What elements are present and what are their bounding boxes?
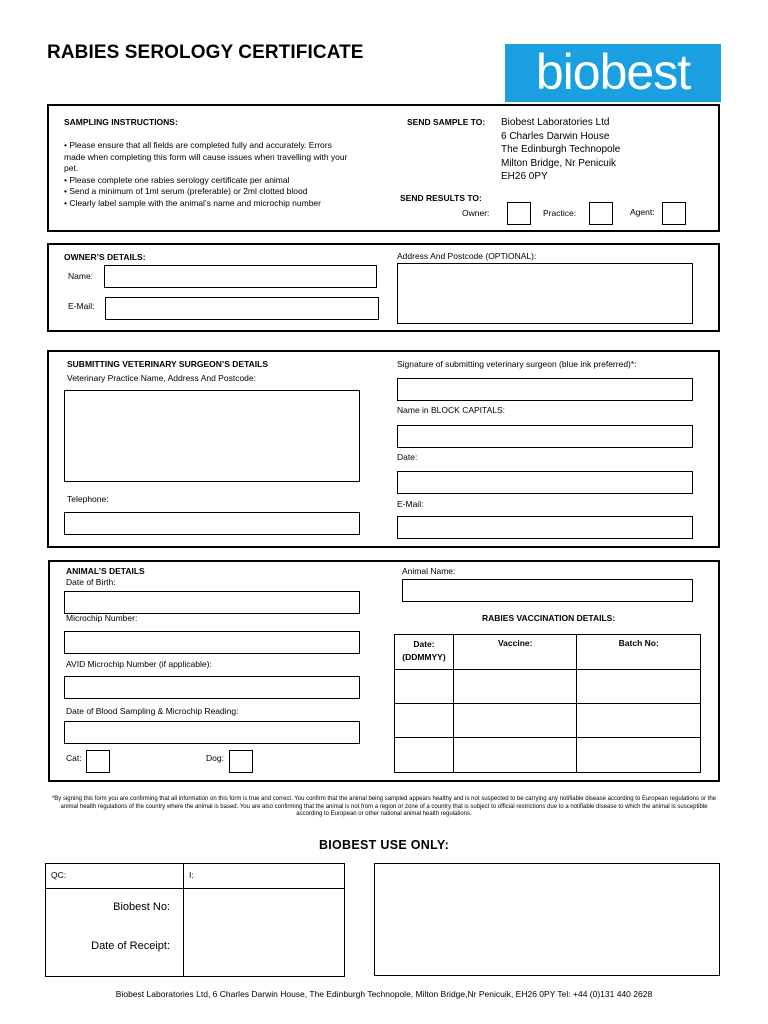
address-line: EH26 0PY xyxy=(501,171,548,182)
qc-cell[interactable] xyxy=(46,864,184,889)
cat-label: Cat: xyxy=(66,753,82,763)
vaccination-heading: RABIES VACCINATION DETAILS: xyxy=(482,613,616,623)
vet-telephone-label: Telephone: xyxy=(67,494,109,504)
instruction-item: • Please complete one rabies serology certificate per animal xyxy=(64,174,290,185)
vet-signature-field[interactable] xyxy=(397,378,693,401)
address-line: The Edinburgh Technopole xyxy=(501,144,621,155)
owner-results-checkbox[interactable] xyxy=(507,202,531,225)
table-header-row xyxy=(395,635,701,670)
owner-address-label: Address And Postcode (OPTIONAL): xyxy=(397,251,537,261)
vaccination-table xyxy=(394,634,701,773)
dog-label: Dog: xyxy=(206,753,224,763)
column-header: Date: (DDMMYY) xyxy=(395,635,454,670)
animal-name-field[interactable] xyxy=(402,579,693,602)
i-cell[interactable] xyxy=(184,864,345,889)
biobest-logo: biobest xyxy=(505,44,721,102)
qc-label: QC: xyxy=(51,870,67,880)
vet-name-label: Name in BLOCK CAPITALS: xyxy=(397,405,506,415)
i-label: I: xyxy=(189,870,194,880)
instruction-item: • Please ensure that all fields are completed fully and accurately. Errors made when completing this form will cause issues when travelling with your pet. xyxy=(64,140,348,174)
agent-results-checkbox[interactable] xyxy=(662,202,686,225)
address-line: Milton Bridge, Nr Penicuik xyxy=(501,157,617,169)
vaccination-date-cell[interactable] xyxy=(395,738,454,773)
owner-name-label: Name: xyxy=(68,271,94,281)
vet-name-field[interactable] xyxy=(397,425,693,448)
instruction-item: • Clearly label sample with the animal’s name and microchip number xyxy=(64,197,321,208)
owner-email-field[interactable] xyxy=(105,297,379,320)
vet-signature-label: Signature of submitting veterinary surgeon (blue ink preferred)*: xyxy=(397,359,637,369)
dob-field[interactable] xyxy=(64,591,360,614)
animal-heading: ANIMAL’S DETAILS xyxy=(66,566,145,576)
owner-email-label: E-Mail: xyxy=(68,301,95,311)
table-row xyxy=(395,670,701,704)
use-only-heading: BIOBEST USE ONLY: xyxy=(318,838,450,852)
biobest-no-label: Biobest No: xyxy=(113,901,170,913)
footer-address: Biobest Laboratories Ltd, 6 Charles Darwin House, The Edinburgh Technopole, Milton Bridge,Nr Penicuik, EH26 0PY Tel: +44 (0)131 440 2628 xyxy=(115,989,653,999)
send-sample-heading: SEND SAMPLE TO: xyxy=(407,117,486,127)
labels-cell xyxy=(46,889,184,977)
vet-email-field[interactable] xyxy=(397,516,693,539)
use-only-table xyxy=(45,863,345,977)
column-header: Vaccine: xyxy=(453,635,577,670)
microchip-label: Microchip Number: xyxy=(66,613,138,623)
vet-email-label: E-Mail: xyxy=(397,499,424,509)
vet-practice-label: Veterinary Practice Name, Address And Postcode: xyxy=(67,373,256,383)
vaccination-date-cell[interactable] xyxy=(395,704,454,738)
practice-checkbox-label: Practice: xyxy=(543,208,577,218)
vaccination-date-cell[interactable] xyxy=(395,670,454,704)
owner-heading: OWNER’S DETAILS: xyxy=(64,252,146,262)
page-title: RABIES SEROLOGY CERTIFICATE xyxy=(47,42,364,63)
address-line: 6 Charles Darwin House xyxy=(501,130,610,142)
sampling-date-field[interactable] xyxy=(64,721,360,744)
vaccine-cell[interactable] xyxy=(453,704,577,738)
use-only-values-cell[interactable] xyxy=(184,889,345,977)
microchip-field[interactable] xyxy=(64,631,360,654)
declaration-note: *By signing this form you are confirming that all information on this form is true and correct. You confirm that the animal being sampled appears healthy and is not suspected to be carrying any notifiable disease according to European regulations or the animal health regulations of the country where the animal is based. You are also confirming that the animal is not from a region or zone of a country that is subject to official restrictions due to a notifiable disease to which the animal is susceptible according to European or other national animal health regulations. xyxy=(51,796,717,817)
address-line: Biobest Laboratories Ltd xyxy=(501,117,610,128)
vet-telephone-field[interactable] xyxy=(64,512,360,535)
vaccine-cell[interactable] xyxy=(453,738,577,773)
lab-address xyxy=(501,116,620,184)
cat-checkbox[interactable] xyxy=(86,750,110,773)
owner-checkbox-label: Owner: xyxy=(462,208,490,218)
agent-checkbox-label: Agent: xyxy=(630,207,655,217)
vet-date-field[interactable] xyxy=(397,471,693,494)
vet-practice-field[interactable] xyxy=(64,390,360,482)
avid-label: AVID Microchip Number (if applicable): xyxy=(66,659,212,669)
date-receipt-label: Date of Receipt: xyxy=(91,940,170,952)
practice-results-checkbox[interactable] xyxy=(589,202,613,225)
owner-address-field[interactable] xyxy=(397,263,693,324)
dog-checkbox[interactable] xyxy=(229,750,253,773)
sampling-date-label: Date of Blood Sampling & Microchip Reading: xyxy=(66,706,239,716)
vet-heading: SUBMITTING VETERINARY SURGEON’S DETAILS xyxy=(67,359,269,369)
sampling-instructions-list xyxy=(64,140,349,210)
avid-field[interactable] xyxy=(64,676,360,699)
instruction-item: • Send a minimum of 1ml serum (preferable) or 2ml clotted blood xyxy=(64,186,308,197)
owner-name-field[interactable] xyxy=(104,265,377,288)
table-row xyxy=(395,704,701,738)
batch-no-cell[interactable] xyxy=(577,670,701,704)
animal-name-label: Animal Name: xyxy=(402,566,456,576)
dob-label: Date of Birth: xyxy=(66,577,116,587)
column-header: Batch No: xyxy=(577,635,701,670)
use-only-notes-box[interactable] xyxy=(374,863,720,976)
batch-no-cell[interactable] xyxy=(577,704,701,738)
vaccine-cell[interactable] xyxy=(453,670,577,704)
send-results-heading: SEND RESULTS TO: xyxy=(400,193,482,203)
batch-no-cell[interactable] xyxy=(577,738,701,773)
vet-date-label: Date: xyxy=(397,452,418,462)
table-row xyxy=(395,738,701,773)
sampling-heading: SAMPLING INSTRUCTIONS: xyxy=(64,117,178,127)
